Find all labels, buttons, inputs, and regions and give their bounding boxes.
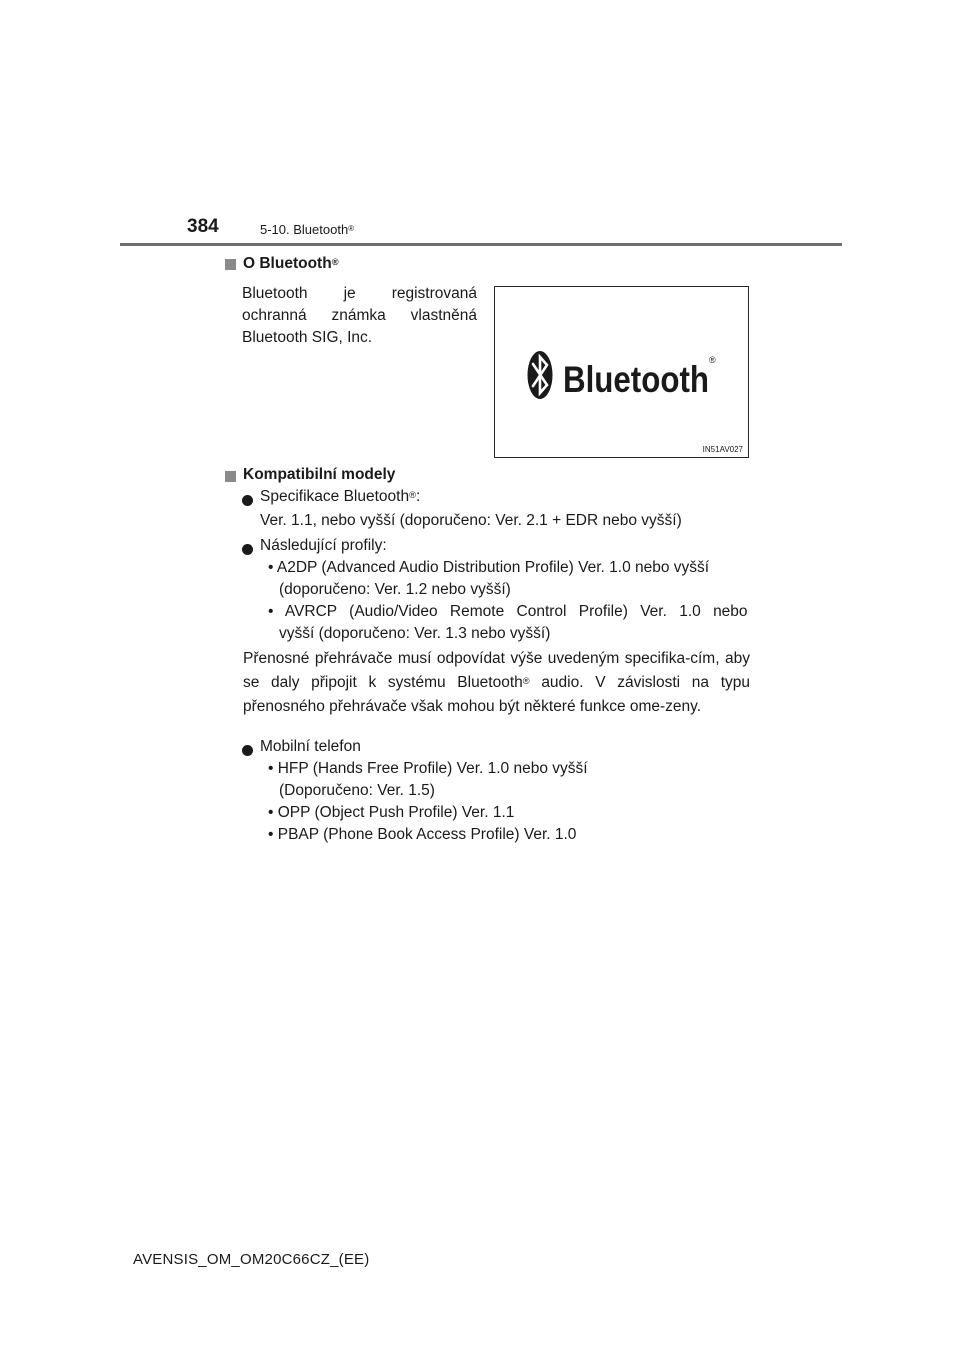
hfp-line-1: • HFP (Hands Free Profile) Ver. 1.0 nebo vyšší [268, 760, 588, 777]
registered-mark: ® [522, 675, 530, 686]
bluetooth-logo [527, 349, 717, 403]
profiles-label: Následující profily: [260, 537, 387, 554]
a2dp-line-2: (doporučeno: Ver. 1.2 nebo vyšší) [279, 581, 511, 598]
bluetooth-wordmark: Bluetooth [563, 359, 709, 400]
avrcp-line-1: • AVRCP (Audio/Video Remote Control Profile) Ver. 1.0 nebo [268, 603, 748, 620]
round-bullet-icon [242, 745, 253, 756]
spec-label [260, 486, 420, 508]
section-title [260, 222, 354, 237]
avrcp-line-2: vyšší (doporučeno: Ver. 1.3 nebo vyšší) [279, 625, 551, 642]
section-title-text: 5-10. Bluetooth [260, 222, 349, 237]
registered-mark: ® [348, 224, 354, 234]
square-bullet-icon [225, 259, 236, 270]
opp-line: • OPP (Object Push Profile) Ver. 1.1 [268, 804, 515, 821]
square-bullet-icon [225, 471, 236, 482]
registered-mark: ® [409, 489, 416, 500]
header-rule [120, 243, 842, 246]
about-text: Bluetooth je registrovaná ochranná známka vlastněná Bluetooth SIG, Inc. [242, 285, 477, 346]
spec-label-text: Specifikace Bluetooth [260, 488, 410, 505]
page-number: 384 [187, 216, 219, 237]
spec-value: Ver. 1.1, nebo vyšší (doporučeno: Ver. 2.1 + EDR nebo vyšší) [260, 512, 682, 529]
logo-registered-mark: ® [709, 355, 716, 365]
footer-code: AVENSIS_OM_OM20C66CZ_(EE) [133, 1251, 370, 1268]
registered-mark: ® [331, 256, 339, 267]
compat-heading: Kompatibilní modely [243, 466, 396, 483]
a2dp-line-1: • A2DP (Advanced Audio Distribution Profile) Ver. 1.0 nebo vyšší [268, 559, 710, 576]
compat-paragraph [243, 647, 750, 719]
about-heading-text: O Bluetooth [243, 255, 332, 272]
paragraph-text-a: Přenosné přehrávače musí odpovídat výše uvedeným specifika-cím, aby se daly připojit k systému Bluetooth [243, 650, 750, 691]
hfp-line-2: (Doporučeno: Ver. 1.5) [279, 782, 435, 799]
figure-id: IN51AV027 [702, 445, 743, 454]
round-bullet-icon [242, 544, 253, 555]
bluetooth-logo-figure [494, 286, 749, 458]
phone-label: Mobilní telefon [260, 738, 361, 755]
pbap-line: • PBAP (Phone Book Access Profile) Ver. 1.0 [268, 826, 577, 843]
about-heading [243, 255, 339, 273]
spec-colon: : [415, 488, 421, 505]
round-bullet-icon [242, 495, 253, 506]
paragraph-text-b: audio. V závislosti na typu přenosného přehrávače však mohou být některé funkce ome-zeny. [243, 674, 750, 715]
